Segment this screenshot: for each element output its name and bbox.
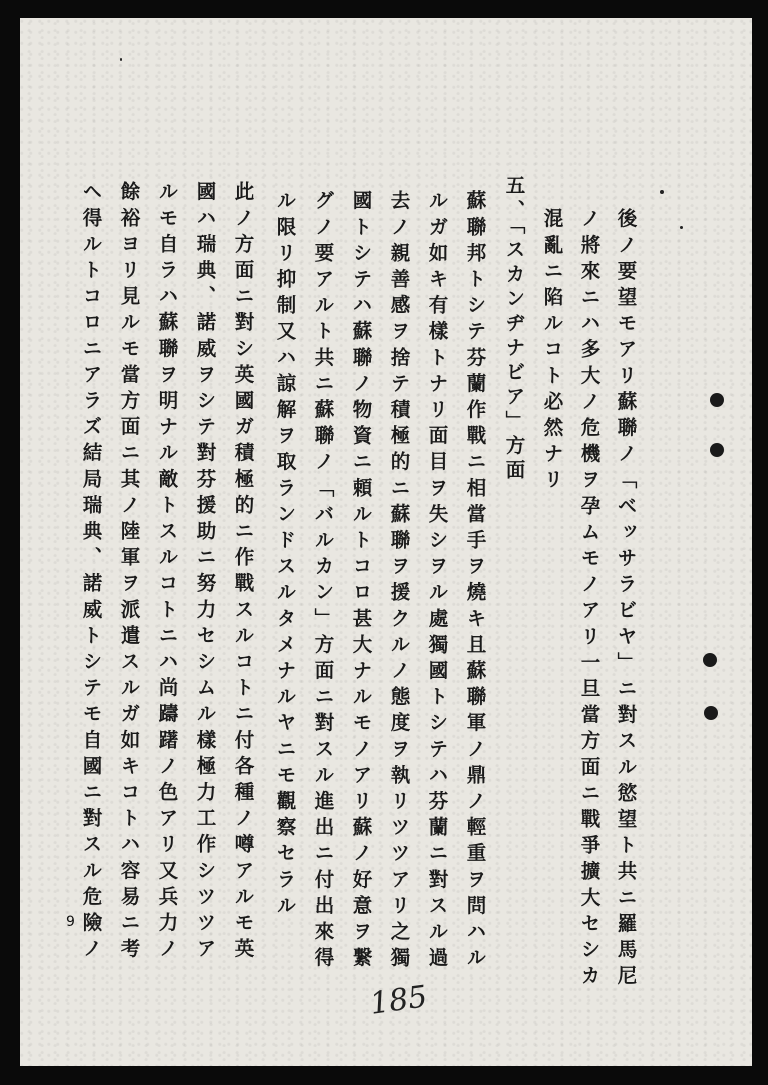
- section-heading: 五、「スカンヂナビア」方面: [502, 175, 526, 484]
- paper-speck: [120, 58, 122, 61]
- text-column: ル限リ抑制又ハ諒解ヲ取ランドスルタメナルヤニモ觀察セラル: [273, 190, 297, 921]
- binding-hole-icon: [703, 653, 717, 667]
- text-column: グノ要アルト共ニ蘇聯ノ「バルカン」方面ニ對スル進出ニ付出來得: [311, 190, 335, 973]
- document-page: [20, 18, 752, 1066]
- text-column: 國トシテハ蘇聯ノ物資ニ頼ルトコロ甚大ナルモノアリ蘇ノ好意ヲ繋: [349, 190, 373, 973]
- text-column: 蘇聯邦トシテ芬蘭作戰ニ相當手ヲ燒キ且蘇聯軍ノ鼎ノ輕重ヲ問ハル: [463, 190, 487, 973]
- text-column: ノ將來ニハ多大ノ危機ヲ孕ムモノアリ一旦當方面ニ戰爭擴大セシカ: [577, 208, 601, 991]
- binding-hole-icon: [710, 393, 724, 407]
- paper-speck: [680, 226, 683, 229]
- text-column: 後ノ要望モアリ蘇聯ノ「ベッサラビヤ」ニ對スル慾望ト共ニ羅馬尼: [614, 208, 638, 991]
- paper-speck: [660, 190, 664, 194]
- text-column: 國ハ瑞典、諾威ヲシテ對芬援助ニ努力セシムル樣極力工作シツツア: [193, 181, 217, 964]
- binding-hole-icon: [704, 706, 718, 720]
- text-column: 去ノ親善感ヲ捨テ積極的ニ蘇聯ヲ援クルノ態度ヲ執リツツアリ之獨: [387, 190, 411, 973]
- page-number: 9: [66, 914, 75, 930]
- text-column: ルガ如キ有樣トナリ面目ヲ失シヲル處獨國トシテハ芬蘭ニ對スル過: [425, 190, 449, 973]
- handwritten-page-stamp: 185: [367, 979, 430, 1022]
- text-column: 混亂ニ陷ルコト必然ナリ: [540, 208, 564, 496]
- text-column: 此ノ方面ニ對シ英國ガ積極的ニ作戰スルコトニ付各種ノ噂アルモ英: [231, 181, 255, 964]
- text-column: 餘裕ヨリ見ルモ當方面ニ其ノ陸軍ヲ派遣スルガ如キコトハ容易ニ考: [117, 181, 141, 964]
- text-column: ルモ自ラハ蘇聯ヲ明ナル敵トスルコトニハ尚躊躇ノ色アリ又兵力ノ: [155, 181, 179, 964]
- binding-hole-icon: [710, 443, 724, 457]
- text-column: ヘ得ルトコロニアラズ結局瑞典、諾威トシテモ自國ニ對スル危險ノ: [79, 181, 103, 964]
